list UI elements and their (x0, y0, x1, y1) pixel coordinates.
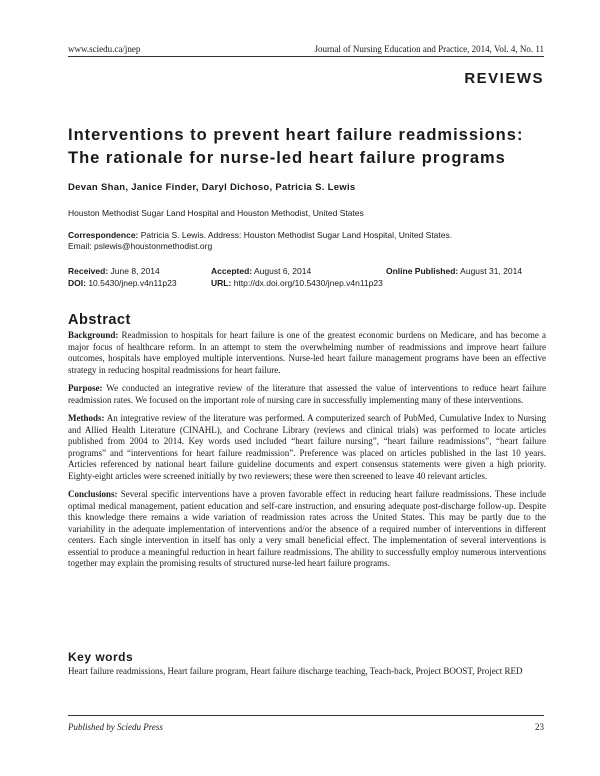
journal-site: www.sciedu.ca/jnep (68, 44, 141, 54)
published-date: August 31, 2014 (460, 266, 523, 276)
background-text: Readmission to hospitals for heart failure is one of the greatest economic burdens on Medicare, and has become a major focus of healthcare reform. In an attempt to stem the overwhelming number of readmissions and improve heart failure outcomes, hospitals have employed multiple interventions. Nurse-led heart failure management programs have been an effective strategy in reducing hospital readmissions for heart failure. (68, 330, 546, 375)
affiliation: Houston Methodist Sugar Land Hospital and Houston Methodist, United States (68, 208, 364, 218)
keywords-heading: Key words (68, 650, 134, 664)
correspondence-email[interactable]: Email: pslewis@houstonmethodist.org (68, 241, 213, 251)
purpose-label: Purpose: (68, 383, 103, 393)
methods-label: Methods: (68, 413, 105, 423)
url-label: URL: (211, 278, 232, 288)
url-link[interactable]: http://dx.doi.org/10.5430/jnep.v4n11p23 (233, 278, 383, 288)
methods-text: An integrative review of the literature was performed. A computerized search of PubMed, Cumulative Index to Nursing and Allied Health Literature (CINAHL), and Cochrane Library (reviews and clinical trials) was performed to locate articles published from 2004 to 2014. Key words used included “heart failure nursing”, “heart failure readmissions”, “heart failure programs” and “interventions for heart failure readmission”. Preference was placed on articles published in the last 10 years. Articles referenced by national heart failure guideline documents and expert consensus statements were given a high priority. Eighty-eight articles were screened initially by two reviewers; these were then screened to leave 40 relevant articles. (68, 413, 546, 481)
received-date: June 8, 2014 (110, 266, 160, 276)
purpose-text: We conducted an integrative review of the literature that assessed the value of interventions to reduce heart failure readmission rates. We focused on the important role of nursing care in successfully implementing many of these interventions. (68, 383, 547, 405)
footer-rule (68, 715, 544, 716)
abstract-conclusions (68, 489, 546, 570)
accepted-label: Accepted: (211, 266, 253, 276)
publisher-credit: Published by Sciedu Press (68, 722, 163, 732)
title-line-1: Interventions to prevent heart failure readmissions: (68, 126, 524, 144)
abstract-body (68, 330, 546, 577)
section-label: REVIEWS (464, 70, 544, 87)
correspondence-label: Correspondence: (68, 230, 139, 240)
journal-citation: Journal of Nursing Education and Practice, 2014, Vol. 4, No. 11 (314, 44, 544, 54)
page-number: 23 (535, 722, 544, 732)
conclusions-label: Conclusions: (68, 489, 118, 499)
article-title (68, 124, 548, 170)
doi-link[interactable]: 10.5430/jnep.v4n11p23 (88, 278, 177, 288)
author-list: Devan Shan, Janice Finder, Daryl Dichoso, Patricia S. Lewis (68, 182, 356, 193)
abstract-heading: Abstract (68, 312, 131, 328)
correspondence-block (68, 230, 548, 252)
received-label: Received: (68, 266, 109, 276)
header-rule (68, 56, 544, 57)
background-label: Background: (68, 330, 119, 340)
abstract-background (68, 330, 546, 376)
article-dates (68, 265, 546, 289)
doi-label: DOI: (68, 278, 86, 288)
published-label: Online Published: (386, 266, 459, 276)
abstract-methods (68, 413, 546, 482)
keywords-text: Heart failure readmissions, Heart failure program, Heart failure discharge teaching, Teach-back, Project BOOST, Project RED (68, 666, 523, 676)
accepted-date: August 6, 2014 (254, 266, 312, 276)
correspondence-text: Patricia S. Lewis. Address: Houston Methodist Sugar Land Hospital, United States. (140, 230, 453, 240)
conclusions-text: Several specific interventions have a proven favorable effect in reducing heart failure readmissions. These include optimal medical management, patient education and self-care instruction, and ensuring adequate post-discharge follow-up. Despite this knowledge there remains a wide variation of readmission rates across the United States. This may be partly due to the variability in the adequate implementation of interventions and/or the absence of a required number of interventions in different centers. Each single intervention in itself has only a very small beneficial effect. The implementation of several interventions is essential to produce a meaningful reduction in heart failure readmissions. The ability to successfully employ numerous interventions together may explain the promising results of structured nurse-led heart failure programs. (68, 489, 546, 568)
title-line-2: The rationale for nurse-led heart failure programs (68, 149, 506, 167)
abstract-purpose (68, 383, 546, 406)
